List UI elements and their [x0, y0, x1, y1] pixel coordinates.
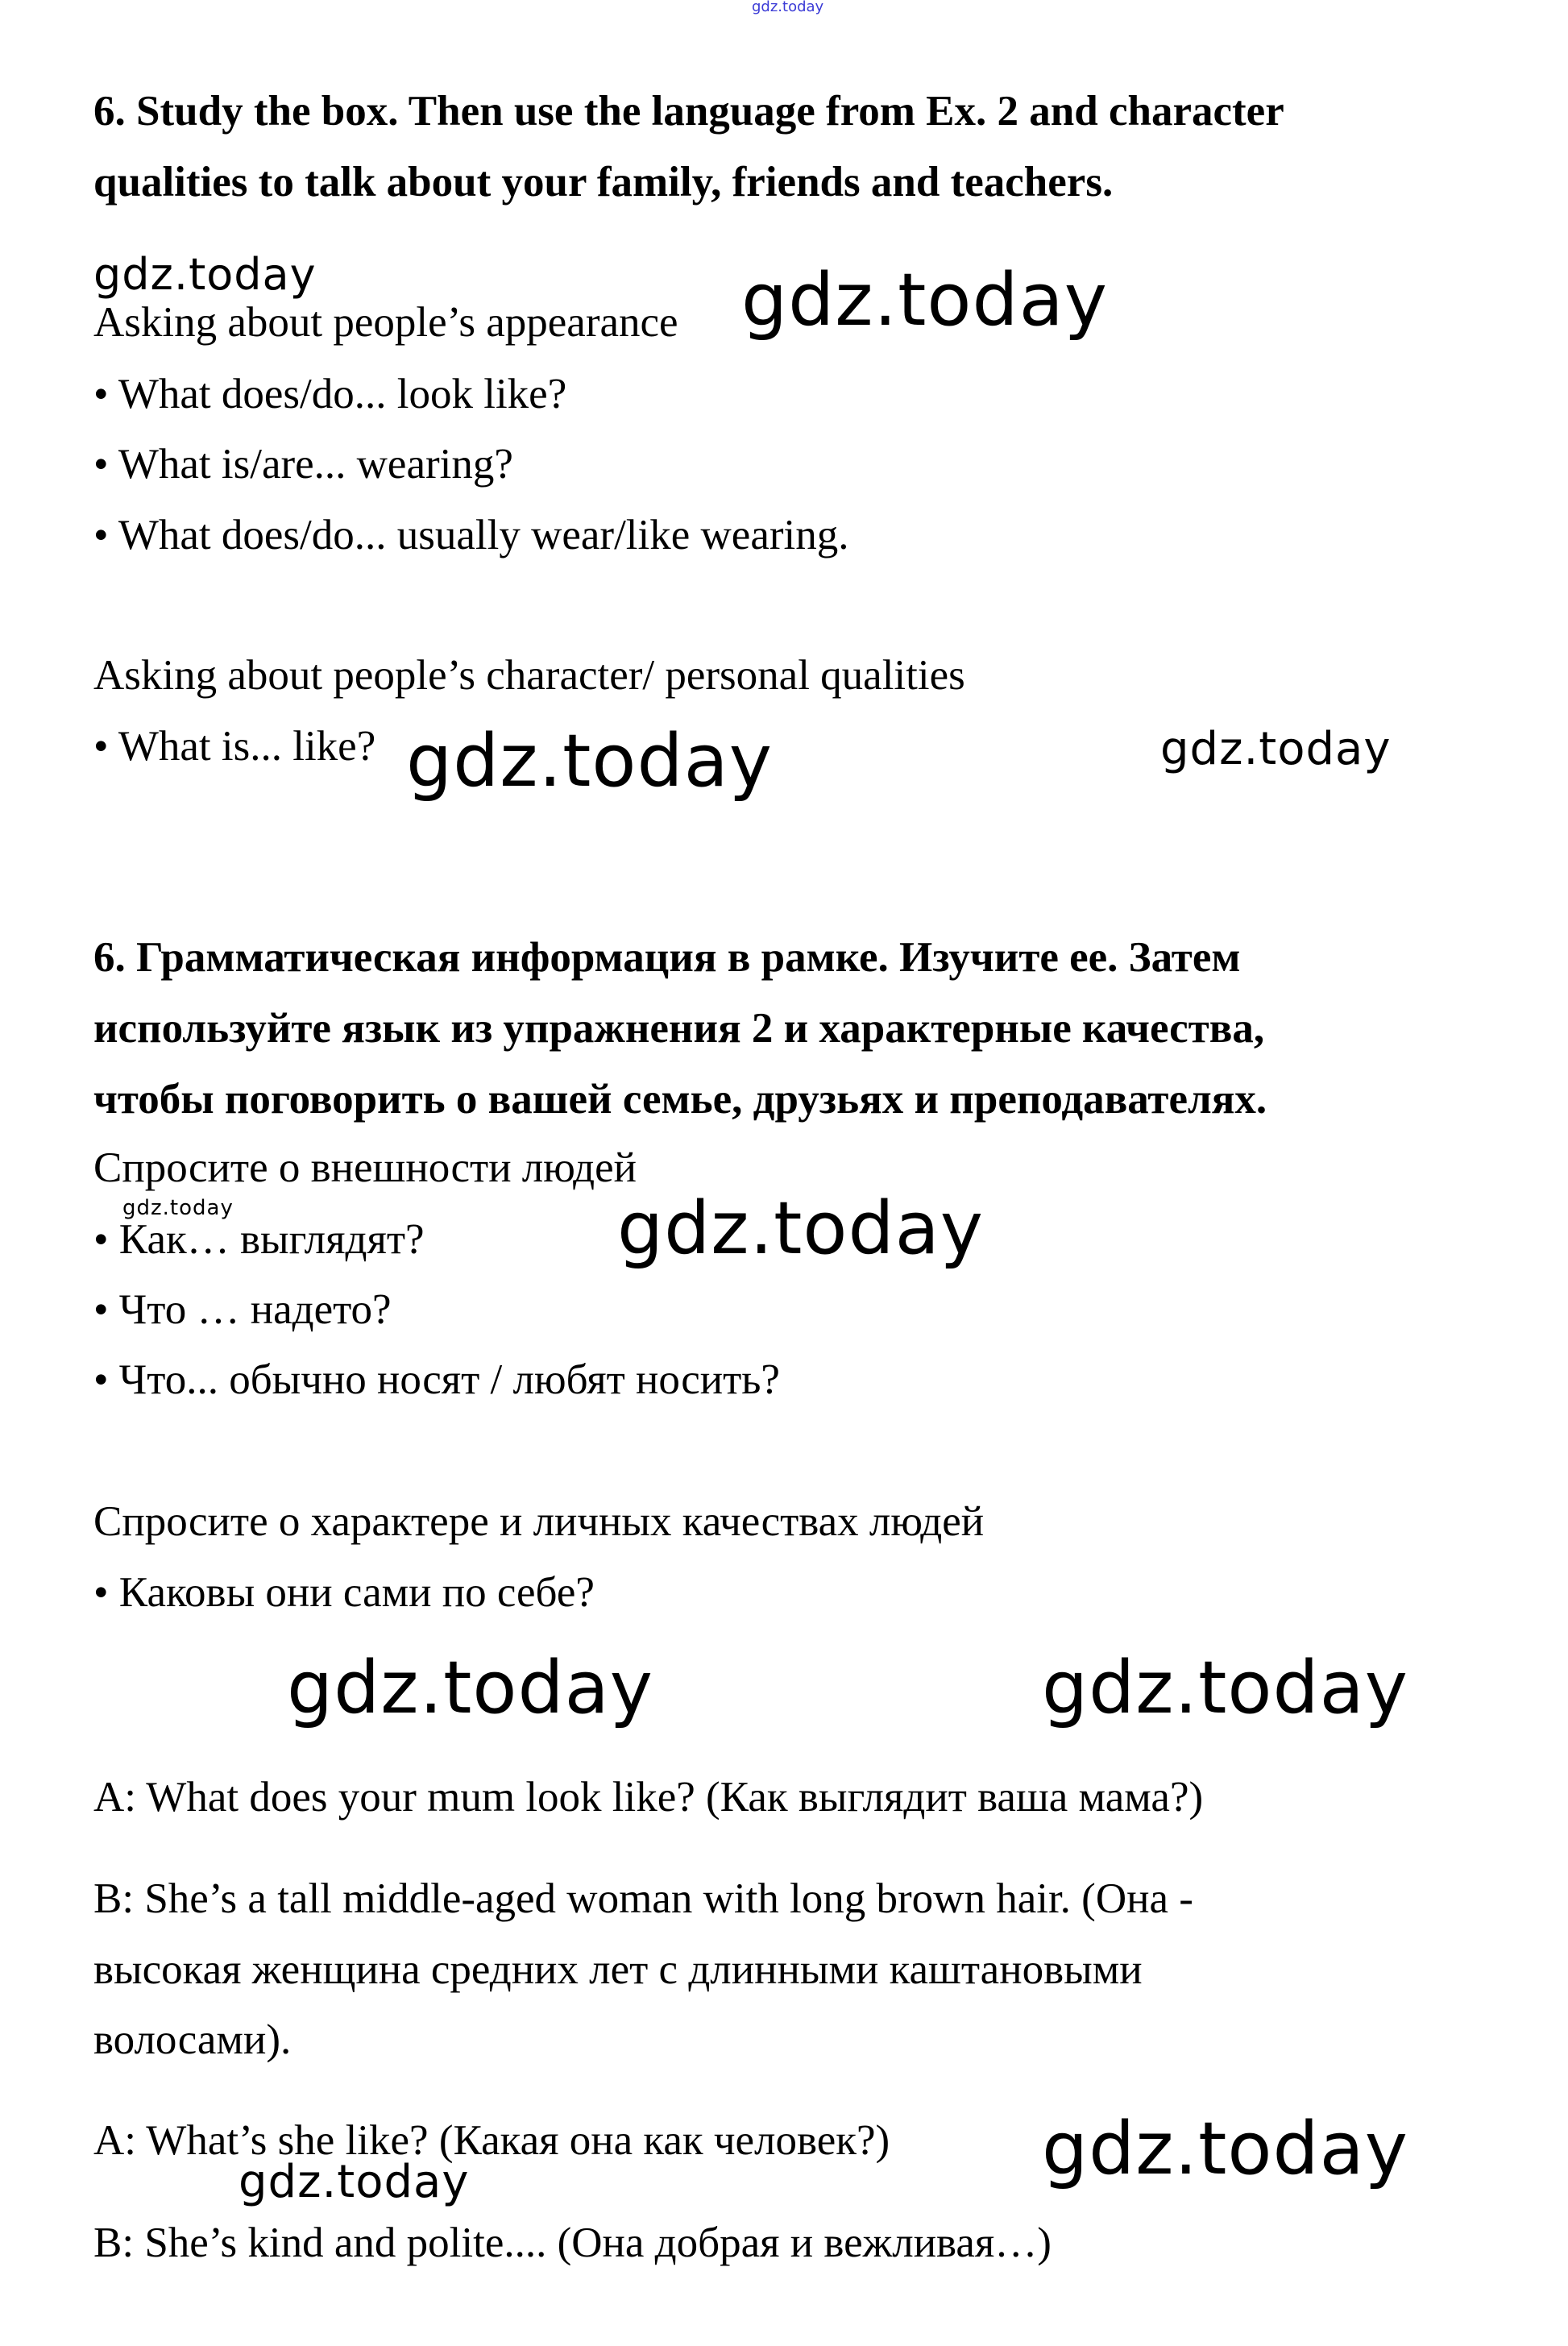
watermark: gdz.today [741, 258, 1109, 343]
english-heading-line-1: 6. Study the box. Then use the language from Ex. 2 and character [93, 88, 1284, 135]
russian-character-title: Спросите о характере и личных качествах людей [93, 1498, 985, 1545]
watermark: gdz.today [93, 249, 317, 300]
watermark: gdz.today [1160, 723, 1392, 775]
english-character-item: • What is... like? [93, 723, 376, 770]
dialogue-b1-line-3: волосами). [93, 2016, 292, 2063]
russian-appearance-item: • Что … надето? [93, 1286, 392, 1333]
russian-appearance-title: Спросите о внешности людей [93, 1144, 637, 1191]
watermark: gdz.today [1042, 2107, 1409, 2191]
english-heading-line-2: qualities to talk about your family, friends and teachers. [93, 159, 1114, 206]
russian-character-item: • Каковы они сами по себе? [93, 1569, 595, 1616]
russian-appearance-item: • Что... обычно носят / любят носить? [93, 1356, 780, 1403]
english-character-title: Asking about people’s character/ personal qualities [93, 652, 965, 699]
dialogue-b1-line-1: B: She’s a tall middle-aged woman with long brown hair. (Она - [93, 1875, 1193, 1922]
watermark: gdz.today [617, 1186, 985, 1271]
dialogue-a2: A: What’s she like? (Какая она как человек?) [93, 2117, 890, 2164]
english-appearance-item: • What is/are... wearing? [93, 441, 513, 488]
watermark: gdz.today [1042, 1646, 1409, 1730]
dialogue-b2: B: She’s kind and polite.... (Она добрая и вежливая…) [93, 2219, 1052, 2266]
english-appearance-item: • What does/do... look like? [93, 371, 567, 417]
watermark: gdz.today [239, 2156, 470, 2208]
russian-heading-line-3: чтобы поговорить о вашей семье, друзьях и преподавателях. [93, 1076, 1267, 1123]
russian-appearance-item: • Как… выглядят? [93, 1216, 425, 1263]
top-watermark: gdz.today [752, 0, 824, 15]
russian-heading-line-2: используйте язык из упражнения 2 и характерные качества, [93, 1005, 1265, 1052]
dialogue-a1: A: What does your mum look like? (Как выглядит ваша мама?) [93, 1774, 1204, 1821]
watermark: gdz.today [122, 1196, 234, 1220]
russian-heading-line-1: 6. Грамматическая информация в рамке. Изучите ее. Затем [93, 934, 1241, 981]
watermark: gdz.today [287, 1646, 654, 1730]
dialogue-b1-line-2: высокая женщина средних лет с длинными каштановыми [93, 1946, 1143, 1993]
english-appearance-item: • What does/do... usually wear/like wearing. [93, 512, 849, 558]
english-appearance-title: Asking about people’s appearance [93, 299, 678, 346]
watermark: gdz.today [406, 719, 774, 803]
